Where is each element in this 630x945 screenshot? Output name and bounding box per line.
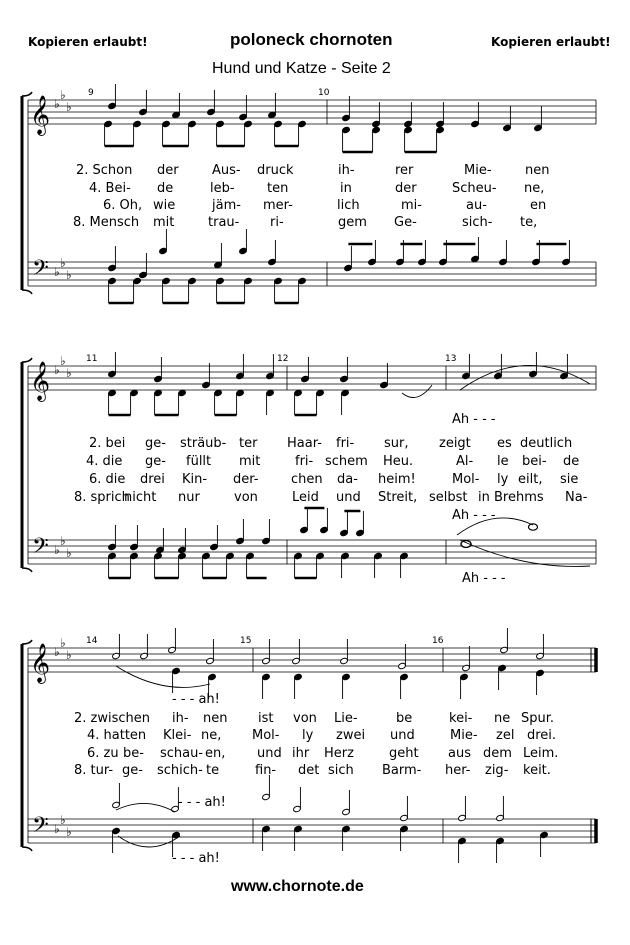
- flat-sign: ♭: [60, 813, 66, 827]
- lyric-syllable: der-: [233, 472, 259, 487]
- lyric-syllable: lich: [337, 198, 360, 213]
- footer-url[interactable]: www.chornote.de: [231, 878, 364, 895]
- lyric-syllable: trau-: [208, 215, 240, 230]
- treble-clef-icon: 𝄞: [30, 361, 51, 401]
- lyric-syllable: und: [336, 490, 361, 505]
- lyric-syllable: in: [340, 181, 352, 196]
- lyric-syllable: te,: [520, 215, 538, 230]
- lyric-syllable: Leid: [292, 490, 319, 505]
- lyric-syllable: deutlich: [520, 436, 573, 451]
- flat-sign: ♭: [54, 822, 60, 836]
- lyric-syllable: ge-: [145, 436, 166, 451]
- flat-sign: ♭: [66, 366, 72, 380]
- flat-sign: ♭: [54, 645, 60, 659]
- lyric-syllable: heim!: [378, 472, 416, 487]
- lyric-syllable: 4. hatten: [87, 728, 147, 743]
- lyric-syllable: ne,: [524, 181, 545, 196]
- bass-clef-icon: 𝄢: [32, 813, 49, 843]
- measure-number: 15: [240, 636, 252, 646]
- lyric-syllable: dem: [483, 746, 512, 761]
- lyric-syllable: sur,: [384, 436, 409, 451]
- lyric-syllable: zwei: [336, 728, 366, 743]
- lyric-syllable: ri-: [270, 215, 284, 230]
- lyric-syllable: 6. die: [89, 472, 126, 487]
- lyric-syllable: Mie-: [464, 163, 492, 178]
- lyric-syllable: ih-: [338, 163, 355, 178]
- lyric-syllable: ne: [494, 711, 511, 726]
- lyric-syllable: Aus-: [212, 163, 241, 178]
- lyric-syllable: de: [563, 454, 580, 469]
- lyric-syllable: kei-: [449, 711, 473, 726]
- flat-sign: ♭: [60, 354, 66, 368]
- lyric-syllable: 2. bei: [89, 436, 126, 451]
- lyric-syllable: mit: [239, 454, 261, 469]
- lyric-syllable: zig-: [485, 763, 509, 778]
- lyric-syllable: mer-: [263, 198, 293, 213]
- flat-sign: ♭: [66, 100, 72, 114]
- measure-number: 16: [432, 636, 444, 646]
- lyric-syllable: Lie-: [334, 711, 358, 726]
- lyric-syllable: rer: [395, 163, 414, 178]
- flat-sign: ♭: [54, 363, 60, 377]
- ah-label: - - - ah!: [172, 692, 220, 707]
- measure-number: 12: [277, 354, 289, 364]
- lyric-syllable: en,: [205, 746, 226, 761]
- measure-number: 10: [318, 88, 330, 98]
- lyric-syllable: en: [530, 198, 547, 213]
- lyric-syllable: au-: [466, 198, 487, 213]
- bass-clef-icon: 𝄢: [32, 256, 49, 286]
- ah-label: Ah - - -: [452, 508, 496, 523]
- lyric-syllable: selbst: [429, 490, 468, 505]
- lyric-syllable: von: [293, 711, 317, 726]
- slur: [116, 803, 175, 812]
- lyric-syllable: det: [298, 763, 320, 778]
- treble-clef-icon: 𝄞: [30, 95, 51, 135]
- lyric-syllable: ist: [258, 711, 274, 726]
- lyric-syllable: keit.: [523, 763, 551, 778]
- lyric-syllable: da-: [337, 472, 358, 487]
- lyric-syllable: fin-: [255, 763, 277, 778]
- flat-sign: ♭: [66, 268, 72, 282]
- lyric-syllable: Haar-: [287, 436, 322, 451]
- lyric-syllable: ly: [302, 728, 314, 743]
- ah-label: Ah - - -: [452, 412, 496, 427]
- lyric-syllable: Al-: [456, 454, 474, 469]
- lyric-syllable: nen: [203, 711, 228, 726]
- lyric-syllable: drei: [140, 472, 165, 487]
- lyric-syllable: ter: [239, 436, 258, 451]
- flat-sign: ♭: [66, 648, 72, 662]
- lyric-syllable: eilt,: [518, 472, 543, 487]
- lyric-syllable: aus: [448, 746, 471, 761]
- lyric-syllable: Mol-: [452, 472, 480, 487]
- lyric-syllable: 8. sprich: [74, 490, 130, 505]
- ah-label: Ah - - -: [462, 571, 506, 586]
- copy-note-left: Kopieren erlaubt!: [28, 35, 148, 49]
- lyric-syllable: chen: [291, 472, 323, 487]
- lyric-syllable: ly: [497, 472, 509, 487]
- lyric-syllable: ihr: [292, 746, 310, 761]
- lyric-syllable: ge-: [122, 763, 143, 778]
- lyric-syllable: Streit,: [378, 490, 418, 505]
- ah-label: - - - ah!: [178, 795, 226, 810]
- flat-sign: ♭: [54, 97, 60, 111]
- lyric-syllable: gem: [338, 215, 367, 230]
- measure-number: 14: [86, 636, 98, 646]
- lyric-syllable: von: [234, 490, 258, 505]
- lyric-syllable: 4. die: [86, 454, 123, 469]
- lyric-syllable: mi-: [401, 198, 422, 213]
- bracket-hook: [22, 568, 32, 572]
- lyric-syllable: druck: [257, 163, 294, 178]
- lyric-syllable: schich-: [157, 763, 203, 778]
- lyric-syllable: her-: [445, 763, 471, 778]
- treble-clef-icon: 𝄞: [30, 643, 51, 683]
- flat-sign: ♭: [54, 265, 60, 279]
- lyric-syllable: jäm-: [212, 198, 241, 213]
- lyric-syllable: le: [497, 454, 509, 469]
- ah-label: - - - ah!: [172, 851, 220, 866]
- lyric-syllable: nur: [178, 490, 200, 505]
- lyric-syllable: und: [257, 746, 282, 761]
- lyric-syllable: der: [395, 181, 417, 196]
- lyric-syllable: bei-: [522, 454, 547, 469]
- lyric-syllable: Kin-: [182, 472, 208, 487]
- lyric-syllable: Heu.: [383, 454, 414, 469]
- slur: [402, 385, 432, 398]
- lyric-syllable: be: [396, 711, 413, 726]
- lyric-syllable: schem: [325, 454, 368, 469]
- lyric-syllable: Barm-: [382, 763, 422, 778]
- lyric-syllable: 4. Bei-: [89, 181, 131, 196]
- lyric-syllable: 6. Oh,: [103, 198, 143, 213]
- lyric-syllable: mit: [153, 215, 175, 230]
- lyric-syllable: be-: [123, 746, 144, 761]
- lyric-syllable: 8. Mensch: [73, 215, 140, 230]
- lyric-syllable: nicht: [124, 490, 157, 505]
- flat-sign: ♭: [54, 543, 60, 557]
- slur: [116, 666, 210, 687]
- measure-number: 9: [88, 88, 94, 98]
- measure-number: 11: [86, 354, 98, 364]
- lyric-syllable: ge-: [145, 454, 166, 469]
- flat-sign: ♭: [60, 636, 66, 650]
- lyric-syllable: ten: [267, 181, 289, 196]
- lyric-syllable: geht: [389, 746, 419, 761]
- lyric-syllable: wie: [153, 198, 176, 213]
- lyric-syllable: fri-: [295, 454, 314, 469]
- lyric-syllable: Brehms: [494, 490, 544, 505]
- lyric-syllable: Na-: [565, 490, 588, 505]
- lyric-syllable: Herz: [324, 746, 354, 761]
- lyric-syllable: es: [497, 436, 512, 451]
- lyric-syllable: drei.: [527, 728, 557, 743]
- lyric-syllable: zel: [496, 728, 515, 743]
- lyric-syllable: der: [157, 163, 179, 178]
- lyric-syllable: sie: [560, 472, 579, 487]
- page-subtitle: Hund und Katze - Seite 2: [212, 60, 391, 77]
- lyric-syllable: leb-: [210, 181, 235, 196]
- lyric-syllable: schau-: [160, 746, 204, 761]
- measure-number: 13: [445, 354, 457, 364]
- lyric-syllable: 8. tur-: [74, 763, 114, 778]
- bracket-hook: [22, 847, 32, 851]
- lyric-syllable: fri-: [336, 436, 355, 451]
- flat-sign: ♭: [66, 546, 72, 560]
- lyric-syllable: zeigt: [439, 436, 471, 451]
- page-title: poloneck chornoten: [230, 30, 393, 49]
- flat-sign: ♭: [60, 256, 66, 270]
- slur: [118, 836, 180, 847]
- lyric-syllable: Spur.: [521, 711, 555, 726]
- copy-note-right: Kopieren erlaubt!: [491, 35, 611, 49]
- lyric-syllable: te: [206, 763, 220, 778]
- lyric-syllable: ne,: [201, 728, 222, 743]
- lyric-syllable: nen: [525, 163, 550, 178]
- lyric-syllable: Klei-: [163, 728, 192, 743]
- lyric-syllable: 2. Schon: [76, 163, 133, 178]
- lyric-syllable: Ge-: [394, 215, 417, 230]
- flat-sign: ♭: [60, 88, 66, 102]
- flat-sign: ♭: [60, 534, 66, 548]
- lyric-syllable: Leim.: [523, 746, 559, 761]
- flat-sign: ♭: [66, 825, 72, 839]
- lyric-syllable: sich: [328, 763, 354, 778]
- lyric-syllable: in: [478, 490, 490, 505]
- lyric-syllable: und: [390, 728, 415, 743]
- bass-clef-icon: 𝄢: [32, 534, 49, 564]
- lyric-syllable: Mol-: [252, 728, 280, 743]
- slur: [460, 540, 590, 566]
- lyric-syllable: Mie-: [450, 728, 478, 743]
- lyric-syllable: ih-: [172, 711, 189, 726]
- lyric-syllable: Scheu-: [452, 181, 497, 196]
- lyric-syllable: 6. zu: [87, 746, 119, 761]
- lyric-syllable: sich-: [462, 215, 493, 230]
- lyric-syllable: füllt: [186, 454, 212, 469]
- lyric-syllable: de: [157, 181, 174, 196]
- bracket-hook: [22, 290, 32, 294]
- lyric-syllable: 2. zwischen: [74, 711, 151, 726]
- lyric-syllable: sträub-: [180, 436, 227, 451]
